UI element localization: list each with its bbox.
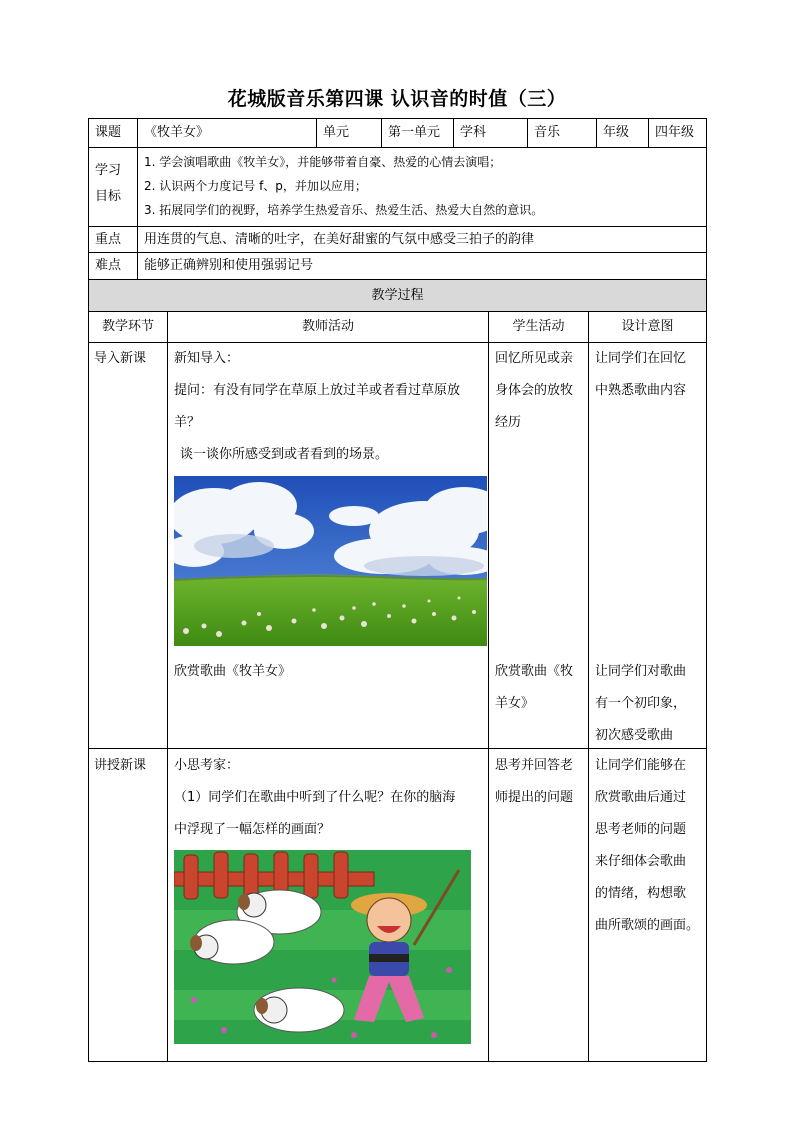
row1-intent	[595, 343, 705, 407]
row1-teacher-line: 羊？	[174, 415, 201, 430]
row2-student-line: 师提出的问题	[495, 790, 574, 805]
row1-student-line: 经历	[495, 415, 522, 430]
label-course: 课题	[95, 125, 122, 140]
row1-intent-after-line: 初次感受歌曲	[595, 728, 674, 743]
row1-teacher-after: 欣赏歌曲《牧羊女》	[174, 664, 292, 679]
label-goals: 学习 目标	[95, 163, 122, 204]
row2-teacher-line: 中浮现了一幅怎样的画面？	[174, 822, 331, 837]
row1-student-after-line: 欣赏歌曲《牧	[495, 664, 574, 679]
row1-intent-after	[595, 656, 705, 752]
row1-intent-after-line: 有一个初印象，	[595, 696, 687, 711]
col-header-teacher: 教师活动	[301, 319, 354, 334]
goal-item: 1. 学会演唱歌曲《牧羊女》，并能够带着自豪、热爱的心情去演唱；	[144, 155, 502, 169]
label-key: 重点	[95, 232, 122, 247]
row2-stage: 讲授新课	[94, 758, 147, 773]
process-title: 教学过程	[371, 288, 424, 303]
goals-list	[144, 152, 704, 224]
row1-student-line: 身体会的放牧	[495, 383, 574, 398]
row2-intent-line: 让同学们能够在	[595, 758, 687, 773]
row2-intent	[595, 750, 705, 942]
col-header-intent: 设计意图	[621, 319, 674, 334]
row2-intent-line: 来仔细体会歌曲	[595, 854, 687, 869]
row2-intent-line: 思考老师的问题	[595, 822, 687, 837]
page-title: 花城版音乐第四课 认识音的时值（三）	[227, 88, 567, 110]
value-course: 《牧羊女》	[144, 125, 210, 140]
row1-teacher	[174, 343, 486, 471]
key-text: 用连贯的气息、清晰的吐字，在美好甜蜜的气氛中感受三拍子的韵律	[144, 232, 535, 247]
label-subject: 学科	[460, 125, 487, 140]
value-unit: 第一单元	[388, 125, 441, 140]
row1-student	[495, 343, 587, 439]
row2-student-line: 思考并回答老	[495, 758, 574, 773]
label-grade: 年级	[603, 125, 630, 140]
row1-teacher-line: 谈一谈你所感受到或者看到的场景。	[180, 447, 389, 462]
row2-intent-line: 欣赏歌曲后通过	[595, 790, 687, 805]
goal-item: 2. 认识两个力度记号 f、p，并加以应用；	[144, 179, 367, 193]
shepherd-boy-sheep-drawing	[174, 850, 471, 1044]
value-subject: 音乐	[534, 125, 561, 140]
col-header-stage: 教学环节	[101, 319, 154, 334]
row1-student-after	[495, 656, 587, 720]
col-header-student: 学生活动	[512, 319, 565, 334]
value-grade: 四年级	[655, 125, 695, 140]
row1-student-after-line: 羊女》	[495, 696, 535, 711]
goal-item: 3. 拓展同学们的视野，培养学生热爱音乐、热爱生活、热爱大自然的意识。	[144, 203, 544, 217]
label-unit: 单元	[323, 125, 350, 140]
row1-intent-after-line: 让同学们对歌曲	[595, 664, 687, 679]
row2-teacher-line: 小思考家：	[174, 758, 240, 773]
row2-intent-line: 曲所歌颂的画面。	[595, 918, 700, 933]
row1-student-line: 回忆所见或亲	[495, 351, 574, 366]
grassland-sheep-photo	[174, 476, 487, 646]
row1-teacher-line: 新知导入：	[174, 351, 240, 366]
row1-intent-line: 中熟悉歌曲内容	[595, 383, 687, 398]
row1-teacher-line: 提问：有没有同学在草原上放过羊或者看过草原放	[174, 383, 461, 398]
row2-student	[495, 750, 587, 814]
row1-stage: 导入新课	[94, 351, 147, 366]
difficulty-text: 能够正确辨别和使用强弱记号	[144, 258, 314, 273]
row2-intent-line: 的情绪，构想歌	[595, 886, 687, 901]
row2-teacher	[174, 750, 486, 846]
row1-intent-line: 让同学们在回忆	[595, 351, 687, 366]
label-difficulty: 难点	[95, 258, 122, 273]
row2-teacher-line: （1）同学们在歌曲中听到了什么呢？在你的脑海	[174, 790, 456, 805]
